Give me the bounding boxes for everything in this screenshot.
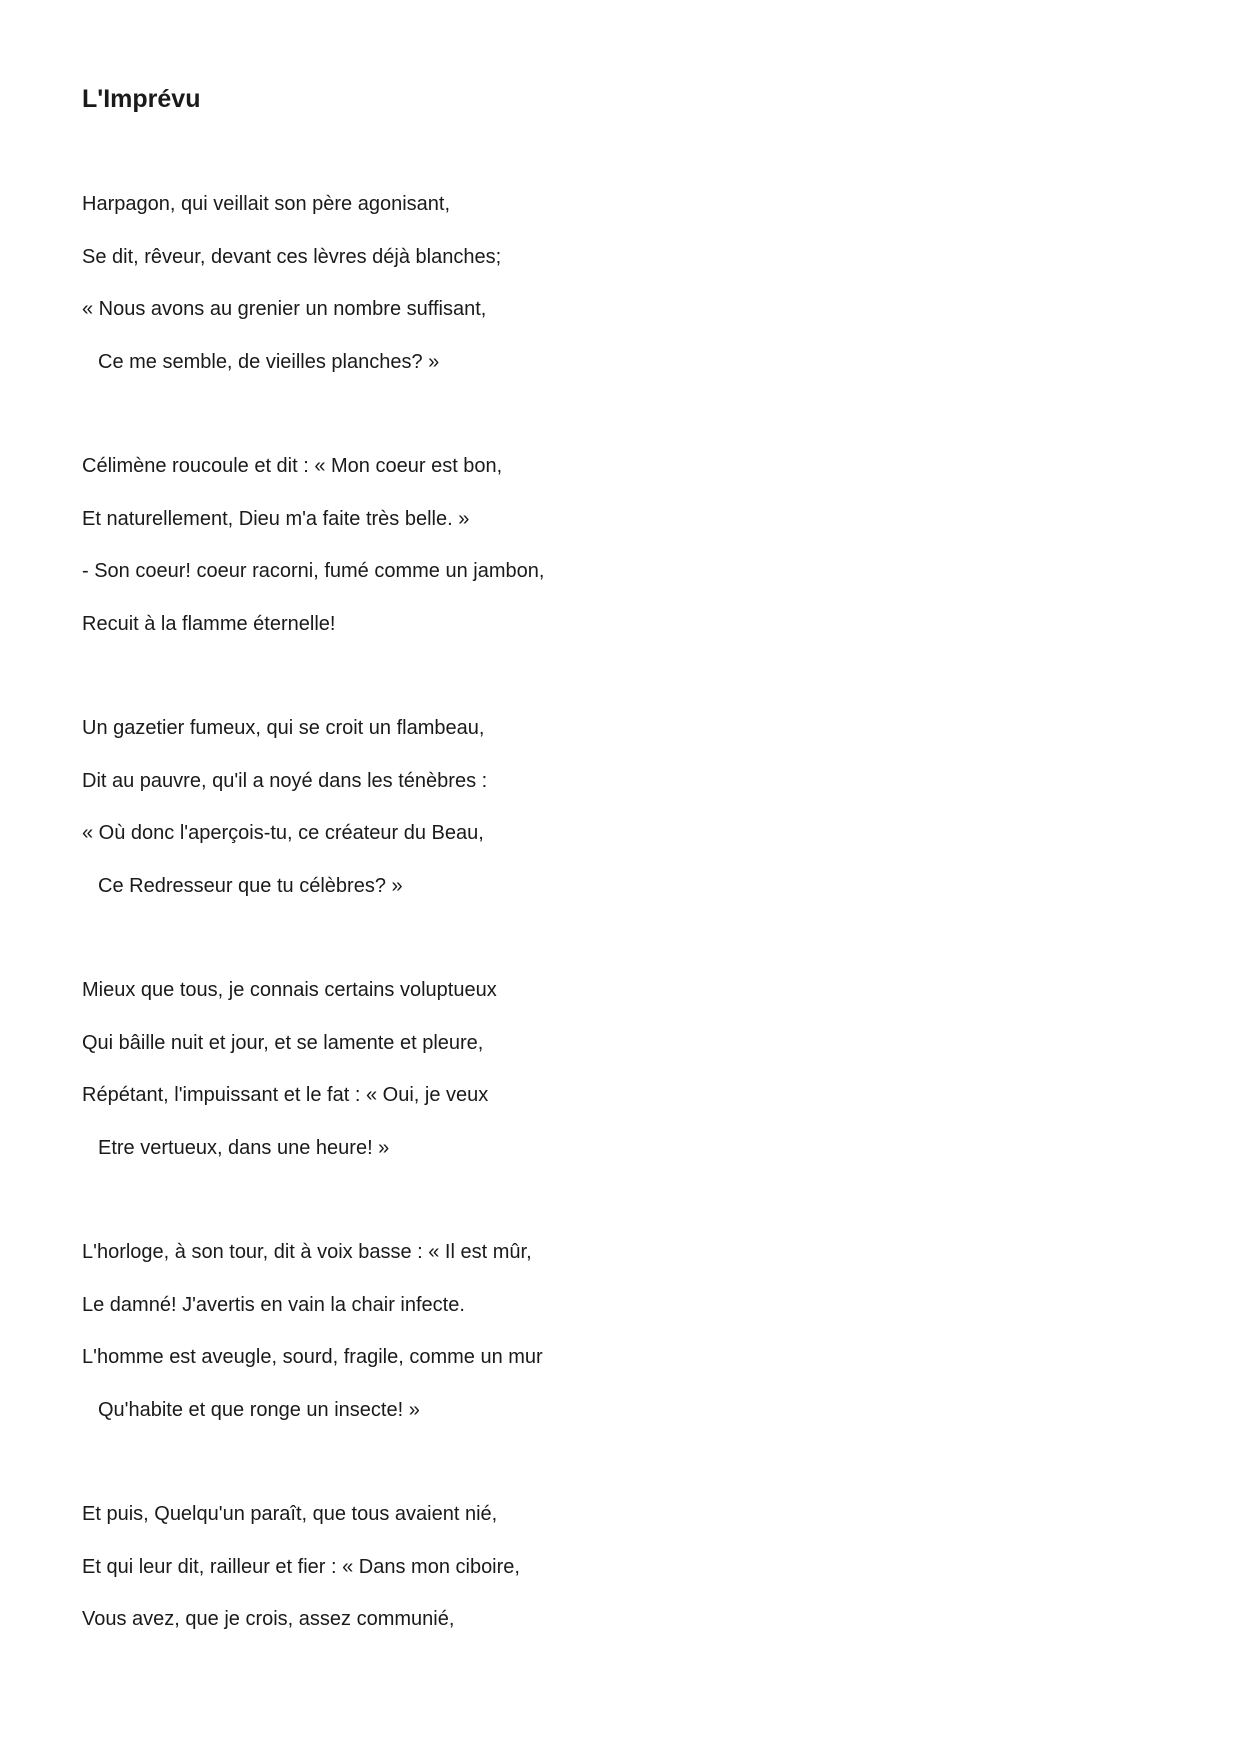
poem-line: Le damné! J'avertis en vain la chair infecte. (82, 1293, 465, 1316)
poem-line: Et naturellement, Dieu m'a faite très belle. » (82, 507, 470, 530)
poem-line: Célimène roucoule et dit : « Mon coeur est bon, (82, 455, 503, 477)
poem-line: Un gazetier fumeux, qui se croit un flambeau, (82, 717, 485, 739)
poem-body (82, 194, 544, 1714)
poem-line: Vous avez, que je crois, assez communié, (82, 1608, 455, 1630)
stanza (82, 980, 544, 1190)
stanza (82, 194, 544, 404)
poem-title: L'Imprévu (82, 85, 201, 113)
stanza (82, 1242, 544, 1452)
poem-line: Ce Redresseur que tu célèbres? » (98, 874, 403, 897)
poem-line: Et qui leur dit, railleur et fier : « Dans mon ciboire, (82, 1555, 520, 1578)
stanza (82, 456, 544, 666)
poem-line: Répétant, l'impuissant et le fat : « Oui, je veux (82, 1084, 489, 1106)
poem-line: L'homme est aveugle, sourd, fragile, comme un mur (82, 1346, 543, 1368)
poem-line: L'horloge, à son tour, dit à voix basse : « Il est mûr, (82, 1241, 532, 1263)
poem-line: - Son coeur! coeur racorni, fumé comme un jambon, (82, 560, 545, 582)
poem-line: Recuit à la flamme éternelle! (82, 612, 336, 635)
poem-line: « Où donc l'aperçois-tu, ce créateur du Beau, (82, 822, 484, 844)
poem-line: « Nous avons au grenier un nombre suffisant, (82, 298, 487, 320)
poem-line: Se dit, rêveur, devant ces lèvres déjà blanches; (82, 245, 502, 268)
poem-line: Qui bâille nuit et jour, et se lamente et pleure, (82, 1031, 484, 1054)
poem-line: Dit au pauvre, qu'il a noyé dans les ténèbres : (82, 769, 488, 792)
stanza (82, 718, 544, 928)
poem-line: Mieux que tous, je connais certains voluptueux (82, 979, 497, 1001)
poem-line: Harpagon, qui veillait son père agonisant, (82, 193, 451, 215)
poem-line: Ce me semble, de vieilles planches? » (98, 350, 440, 373)
poem-line: Qu'habite et que ronge un insecte! » (98, 1398, 420, 1421)
stanza (82, 1504, 544, 1662)
poem-line: Et puis, Quelqu'un paraît, que tous avaient nié, (82, 1503, 498, 1525)
poem-line: Etre vertueux, dans une heure! » (98, 1136, 390, 1159)
